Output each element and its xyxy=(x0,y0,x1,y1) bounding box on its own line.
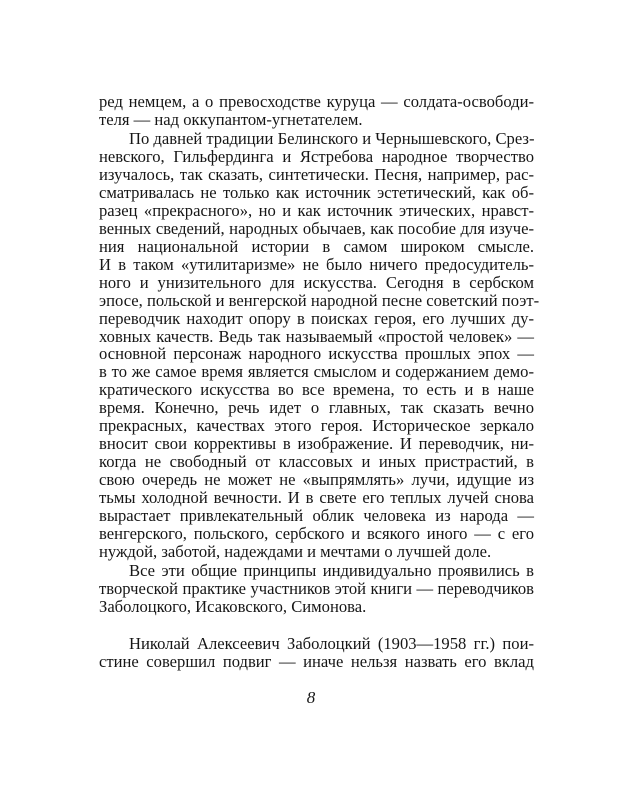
text-line: эпосе, польской и венгерской народной песне советский поэт- xyxy=(99,290,540,310)
text-line: венгерского, польского, сербского и всякого иного — с его xyxy=(99,523,534,543)
text-line: ния национальной истории в самом широком смысле. xyxy=(99,236,534,256)
text-line: венных сведений, народных обычаев, как пособие для изуче- xyxy=(99,218,534,238)
text-line: ховных качеств. Ведь так называемый «простой человек» — xyxy=(99,326,534,346)
text-line: основной персонаж народного искусства прошлых эпох — xyxy=(99,344,534,364)
text-line: переводчик находит опору в поисках героя, его лучших ду- xyxy=(99,308,534,328)
text-line: сматривалась не только как источник эстетический, как об- xyxy=(99,183,534,203)
text-line: творческой практике участников этой книги — переводчиков xyxy=(99,578,534,598)
text-line: изучалось, так сказать, синтетически. Песня, например, рас- xyxy=(99,165,534,185)
text-line: теля — над оккупантом-угнетателем. xyxy=(99,109,363,129)
text-line: вносит свои коррективы в изображение. И переводчик, ни- xyxy=(99,434,534,453)
text-line: время. Конечно, речь идет о главных, так сказать вечно xyxy=(99,398,534,418)
text-line: кратического искусства во все времена, то есть и в наше xyxy=(99,380,534,400)
text-line: нуждой, заботой, надеждами и мечтами о лучшей доле. xyxy=(99,541,492,561)
text-line: вырастает привлекательный облик человека из народа — xyxy=(99,505,534,525)
text-line: Все эти общие принципы индивидуально проявились в xyxy=(129,560,534,580)
text-line: тьмы холодной вечности. И в свете его теплых лучей снова xyxy=(99,487,534,507)
text-line: невского, Гильфердинга и Ястребова народное творчество xyxy=(99,147,534,167)
text-line: И в таком «утилитаризме» не было ничего предосудитель- xyxy=(99,254,534,274)
text-line: прекрасных, качествах этого героя. Историческое зеркало xyxy=(99,416,534,436)
text-line: Николай Алексеевич Заболоцкий (1903—1958 гг.) пои- xyxy=(129,634,534,654)
text-line: когда не свободный от классовых и иных пристрастий, в xyxy=(99,451,534,471)
text-line: Заболоцкого, Исаковского, Симонова. xyxy=(99,596,367,616)
text-line: разец «прекрасного», но и как источник этических, нравст- xyxy=(99,201,534,220)
text-line: По давней традиции Белинского и Чернышевского, Срез- xyxy=(129,129,535,149)
text-line: ред немцем, а о превосходстве куруца — солдата-освободи- xyxy=(99,92,534,111)
text-line: свою очередь не может не «выпрямлять» лучи, идущие из xyxy=(99,469,534,489)
text-line: стине совершил подвиг — иначе нельзя назвать его вклад xyxy=(99,652,534,671)
text-line: ного и унизительного для искусства. Сегодня в сербском xyxy=(99,272,534,292)
text-line: в то же самое время является смыслом и содержанием демо- xyxy=(99,362,534,382)
page-number: 8 xyxy=(306,688,316,707)
